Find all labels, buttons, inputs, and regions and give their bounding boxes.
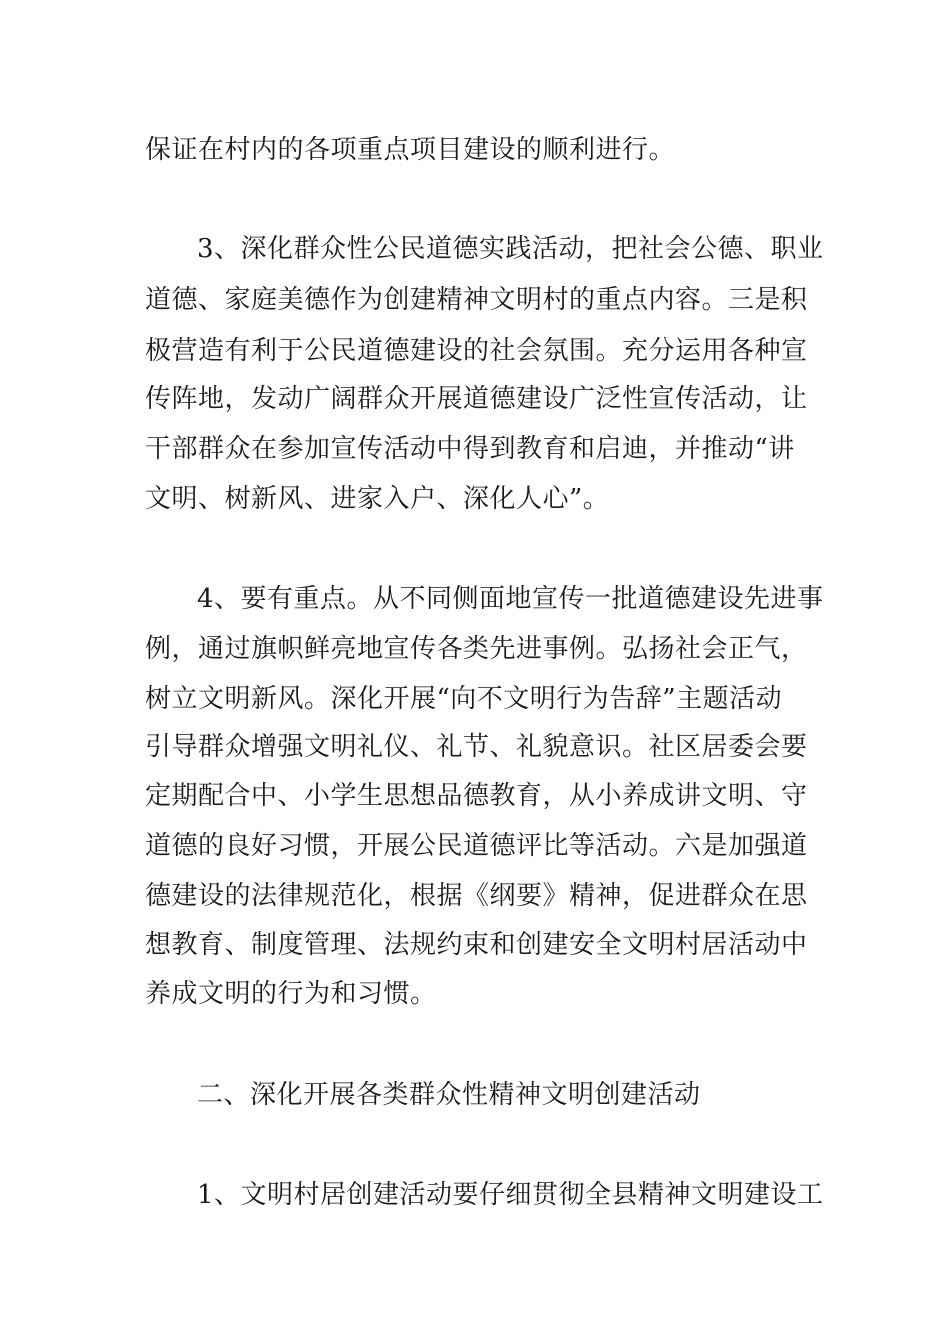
paragraph-line: 文明、树新风、进家入户、深化人心”。 (145, 484, 610, 514)
paragraph-line: 干部群众在参加宣传活动中得到教育和启迪，并推动“讲 (145, 434, 795, 464)
section-heading: 二、深化开展各类群众性精神文明创建活动 (197, 1080, 701, 1110)
paragraph-line: 1、文明村居创建活动要仔细贯彻全县精神文明建设工 (197, 1180, 824, 1210)
paragraph-line: 德建设的法律规范化，根据《纲要》精神，促进群众在思 (145, 881, 808, 911)
paragraph-line: 养成文明的行为和习惯。 (145, 979, 437, 1009)
paragraph-line: 树立文明新风。深化开展“向不文明行为告辞”主题活动 (145, 684, 783, 714)
paragraph-line: 想教育、制度管理、法规约束和创建安全文明村居活动中 (145, 930, 808, 960)
paragraph-line: 保证在村内的各项重点项目建设的顺利进行。 (145, 135, 676, 165)
paragraph-line: 道德、家庭美德作为创建精神文明村的重点内容。三是积 (145, 285, 808, 315)
paragraph-line: 极营造有利于公民道德建设的社会氛围。充分运用各种宣 (145, 336, 808, 366)
paragraph-line: 传阵地，发动广阔群众开展道德建设广泛性宣传活动，让 (145, 384, 808, 414)
paragraph-line: 引导群众增强文明礼仪、礼节、礼貌意识。社区居委会要 (145, 732, 808, 762)
paragraph-line: 定期配合中、小学生思想品德教育，从小养成讲文明、守 (145, 781, 808, 811)
paragraph-line: 4、要有重点。从不同侧面地宣传一批道德建设先进事 (197, 584, 824, 614)
paragraph-line: 3、深化群众性公民道德实践活动，把社会公德、职业 (197, 234, 824, 264)
paragraph-line: 道德的良好习惯，开展公民道德评比等活动。六是加强道 (145, 831, 808, 861)
paragraph-line: 例，通过旗帜鲜亮地宣传各类先进事例。弘扬社会正气， (145, 634, 808, 664)
